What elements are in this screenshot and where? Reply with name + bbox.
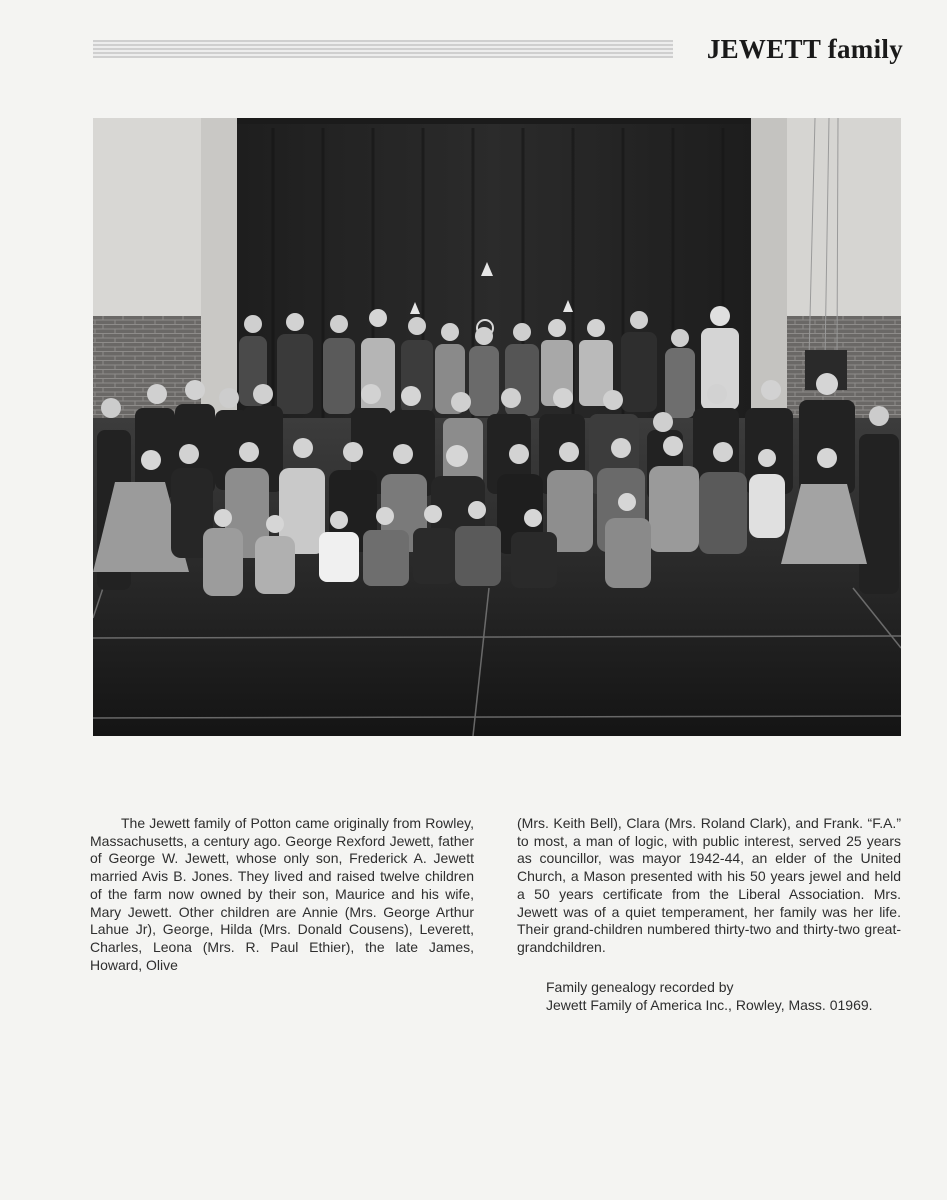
page-title: JEWETT family — [706, 34, 903, 64]
genealogy-credit — [546, 978, 916, 1014]
family-photo — [93, 118, 901, 736]
credit-line-2: Jewett Family of America Inc., Rowley, Mass. 01969. — [546, 997, 873, 1013]
credit-line-1: Family genealogy recorded by — [546, 979, 734, 995]
header-rule — [93, 40, 673, 58]
article-left-column: The Jewett family of Potton came originally from Rowley, Massachusetts, a century ago. George Rexford Jewett, father of George W. Jewett, whose only son, Frederick A. Jewett married Avis B. Jones. They lived and raised twelve children of the farm now owned by their son, Maurice and his wife, Mary Jewett. Other children are Annie (Mrs. George Arthur Lahue Jr), George, Hilda (Mrs. Donald Cousens), Leverett, Charles, Leona (Mrs. R. Paul Ethier), the late James, Howard, Olive — [90, 815, 474, 973]
article-right-column: (Mrs. Keith Bell), Clara (Mrs. Roland Clark), and Frank. “F.A.” to most, a man of logic, with public interest, served 25 years as councillor, was mayor 1942-44, an elder of the United Church, a Mason presented with his 50 years jewel and held a 50 years certificate from the Liberal Association. Mrs. Jewett was of a quiet temperament, her family was her life. Their grand-children numbered thirty-two and thirty-two great-grandchildren. — [517, 815, 901, 955]
